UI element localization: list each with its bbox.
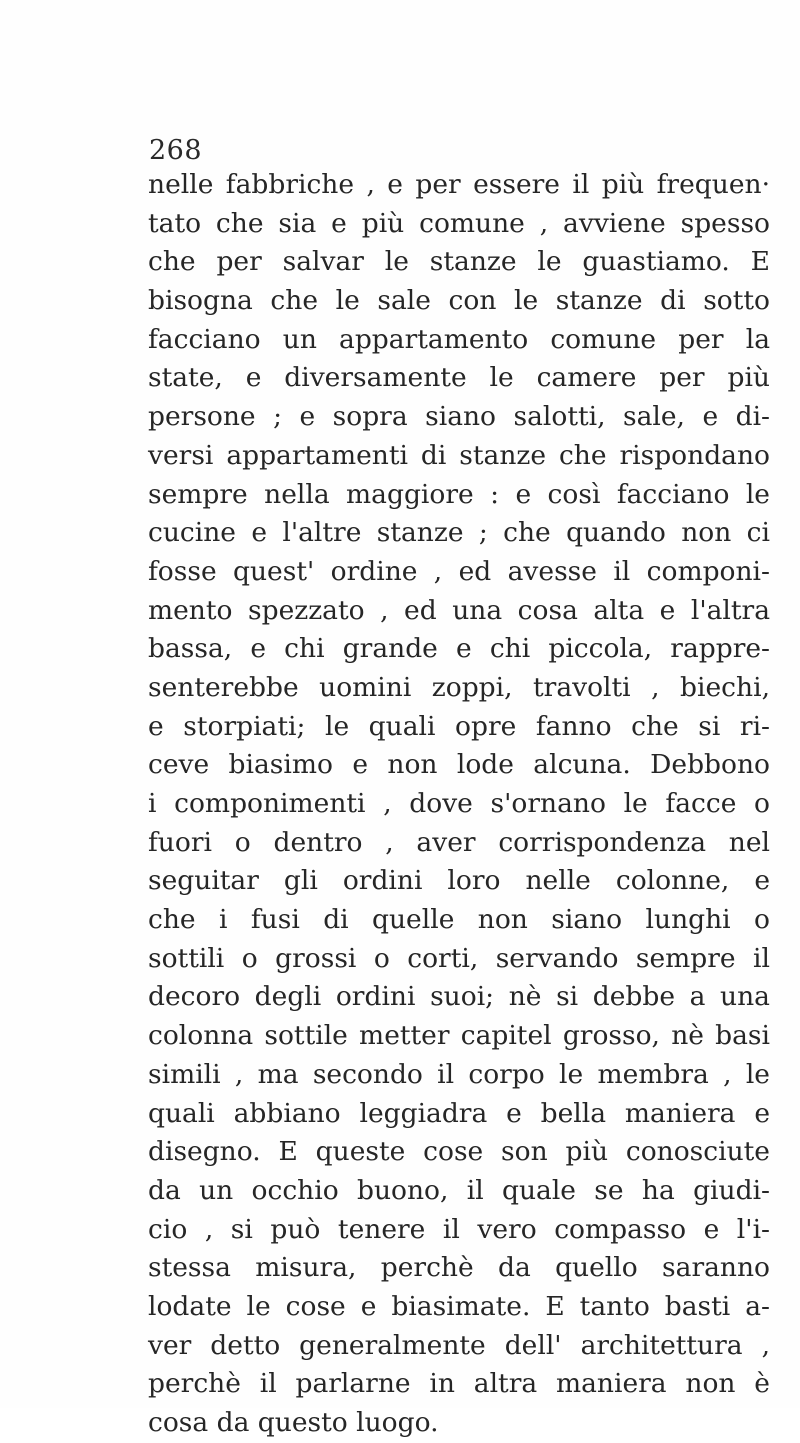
text-line: nelle fabbriche , e per essere il più frequen· — [148, 169, 770, 200]
text-line: simili , ma secondo il corpo le membra , le — [148, 1058, 770, 1090]
text-line: da un occhio buono, il quale se ha giudi- — [148, 1174, 770, 1206]
text-line: seguitar gli ordini loro nelle colonne, e — [148, 865, 770, 897]
body-text — [148, 166, 770, 1443]
text-line: che i fusi di quelle non siano lunghi o — [148, 904, 770, 936]
text-line: fuori o dentro , aver corrispondenza nel — [148, 826, 770, 858]
text-line: i componimenti , dove s'ornano le facce o — [148, 788, 770, 819]
text-line: stessa misura, perchè da quello saranno — [148, 1252, 770, 1284]
text-line: sottili o grossi o corti, servando sempre il — [148, 942, 770, 974]
text-line: lodate le cose e biasimate. E tanto basti a- — [148, 1290, 770, 1322]
page-number: 268 — [149, 135, 203, 166]
text-line: cosa da questo luogo. — [148, 1407, 439, 1438]
text-line: sempre nella maggiore : e così facciano le — [148, 478, 770, 510]
text-line: ver detto generalmente dell' architettura , — [148, 1329, 770, 1361]
text-line: senterebbe uomini zoppi, travolti , biechi, — [148, 671, 770, 703]
text-line: e storpiati; le quali opre fanno che si ri- — [148, 710, 770, 742]
text-line: state, e diversamente le camere per più — [148, 362, 770, 394]
text-line: tato che sia e più comune , avviene spesso — [148, 207, 770, 239]
text-line: cucine e l'altre stanze ; che quando non ci — [148, 517, 770, 549]
text-line: bassa, e chi grande e chi piccola, rappre- — [148, 633, 770, 665]
text-line: che per salvar le stanze le guastiamo. E — [148, 246, 770, 278]
text-line: fosse quest' ordine , ed avesse il componi- — [148, 555, 770, 587]
text-line: colonna sottile metter capitel grosso, nè basi — [148, 1020, 770, 1052]
text-line: facciano un appartamento comune per la — [148, 323, 770, 355]
text-line: decoro degli ordini suoi; nè si debbe a una — [148, 981, 770, 1013]
text-line: persone ; e sopra siano salotti, sale, e di- — [148, 401, 770, 433]
text-line: cio , si può tenere il vero compasso e l'i- — [148, 1213, 770, 1245]
text-line: ceve biasimo e non lode alcuna. Debbono — [148, 749, 770, 781]
text-line: disegno. E queste cose son più conosciute — [148, 1136, 770, 1168]
text-line: mento spezzato , ed una cosa alta e l'altra — [148, 594, 770, 626]
text-line: perchè il parlarne in altra maniera non è — [148, 1368, 770, 1400]
text-line: versi appartamenti di stanze che rispondano — [148, 439, 770, 471]
text-line: quali abbiano leggiadra e bella maniera e — [148, 1097, 770, 1129]
text-line: bisogna che le sale con le stanze di sotto — [148, 285, 770, 317]
